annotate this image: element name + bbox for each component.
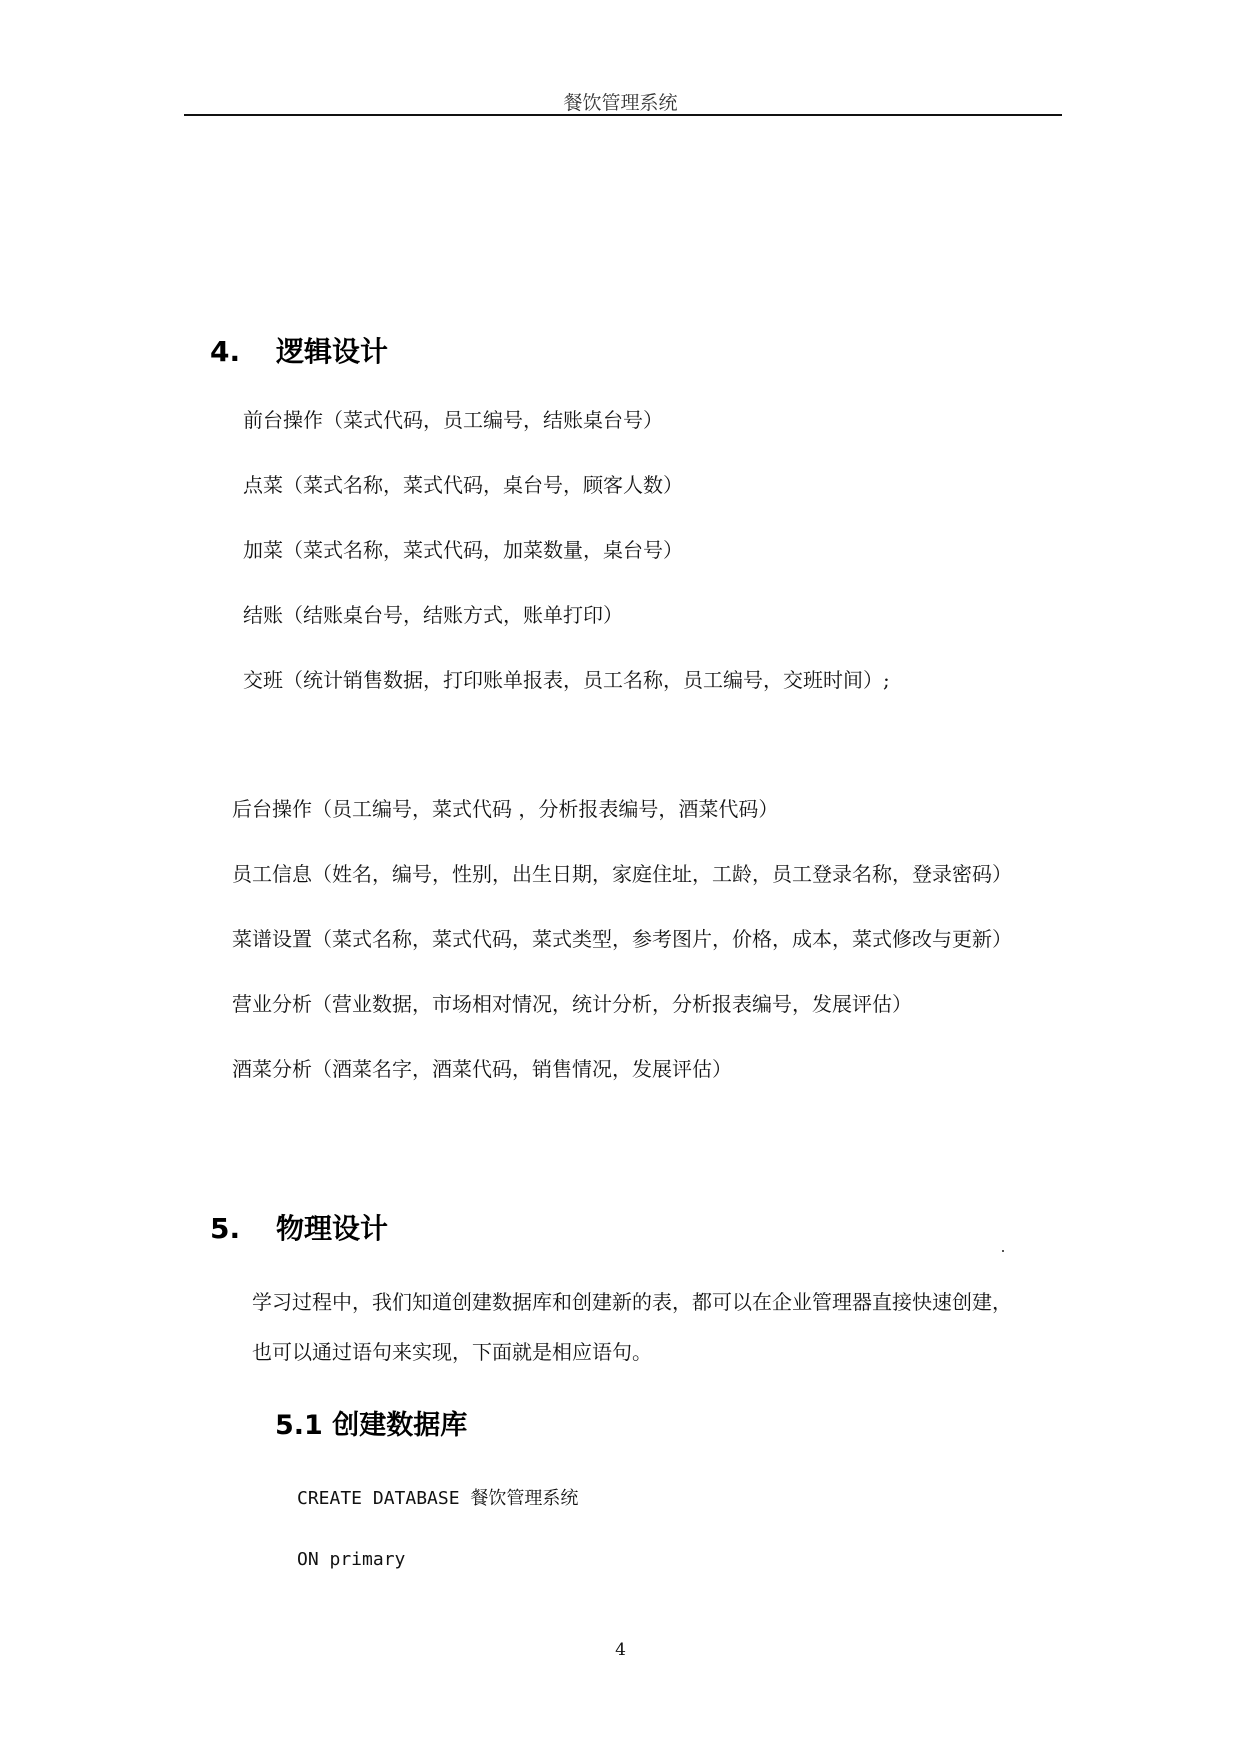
front-line-1: 前台操作（菜式代码，员工编号，结账桌台号） [243,408,663,432]
stray-mark [1002,1250,1004,1252]
back-line-2: 员工信息（姓名，编号，性别，出生日期，家庭住址，工龄，员工登录名称，登录密码） [232,862,1012,886]
subsection-5-1-heading: 5.1 创建数据库 [275,1410,468,1441]
back-line-3: 菜谱设置（菜式名称，菜式代码，菜式类型，参考图片，价格，成本，菜式修改与更新） [232,927,1012,951]
running-header-title: 餐饮管理系统 [563,92,678,114]
section-4-heading [210,330,388,370]
section-5-number: 5. [210,1212,241,1245]
back-line-5: 酒菜分析（酒菜名字，酒菜代码，销售情况，发展评估） [232,1057,732,1081]
code-line-1: CREATE DATABASE 餐饮管理系统 [297,1488,579,1509]
section-5-intro-line-1: 学习过程中，我们知道创建数据库和创建新的表，都可以在企业管理器直接快速创建， [252,1290,1012,1314]
back-line-4: 营业分析（营业数据，市场相对情况，统计分析，分析报表编号，发展评估） [232,992,912,1016]
front-line-3: 加菜（菜式名称，菜式代码，加菜数量，桌台号） [243,538,683,562]
section-4-title: 逻辑设计 [276,335,389,368]
front-line-5: 交班（统计销售数据，打印账单报表，员工名称，员工编号，交班时间）; [243,668,890,692]
header-divider [184,114,1062,116]
section-5-heading [210,1207,388,1247]
back-line-1: 后台操作（员工编号，菜式代码 ，分析报表编号，酒菜代码） [232,797,779,821]
code-line-2: ON primary [297,1549,406,1570]
front-line-2: 点菜（菜式名称，菜式代码，桌台号，顾客人数） [243,473,683,497]
section-4-number: 4. [210,335,241,368]
page-number: 4 [615,1640,626,1660]
section-5-intro-line-2: 也可以通过语句来实现，下面就是相应语句。 [252,1340,652,1364]
front-line-4: 结账（结账桌台号，结账方式，账单打印） [243,603,623,627]
section-5-title: 物理设计 [276,1212,389,1245]
